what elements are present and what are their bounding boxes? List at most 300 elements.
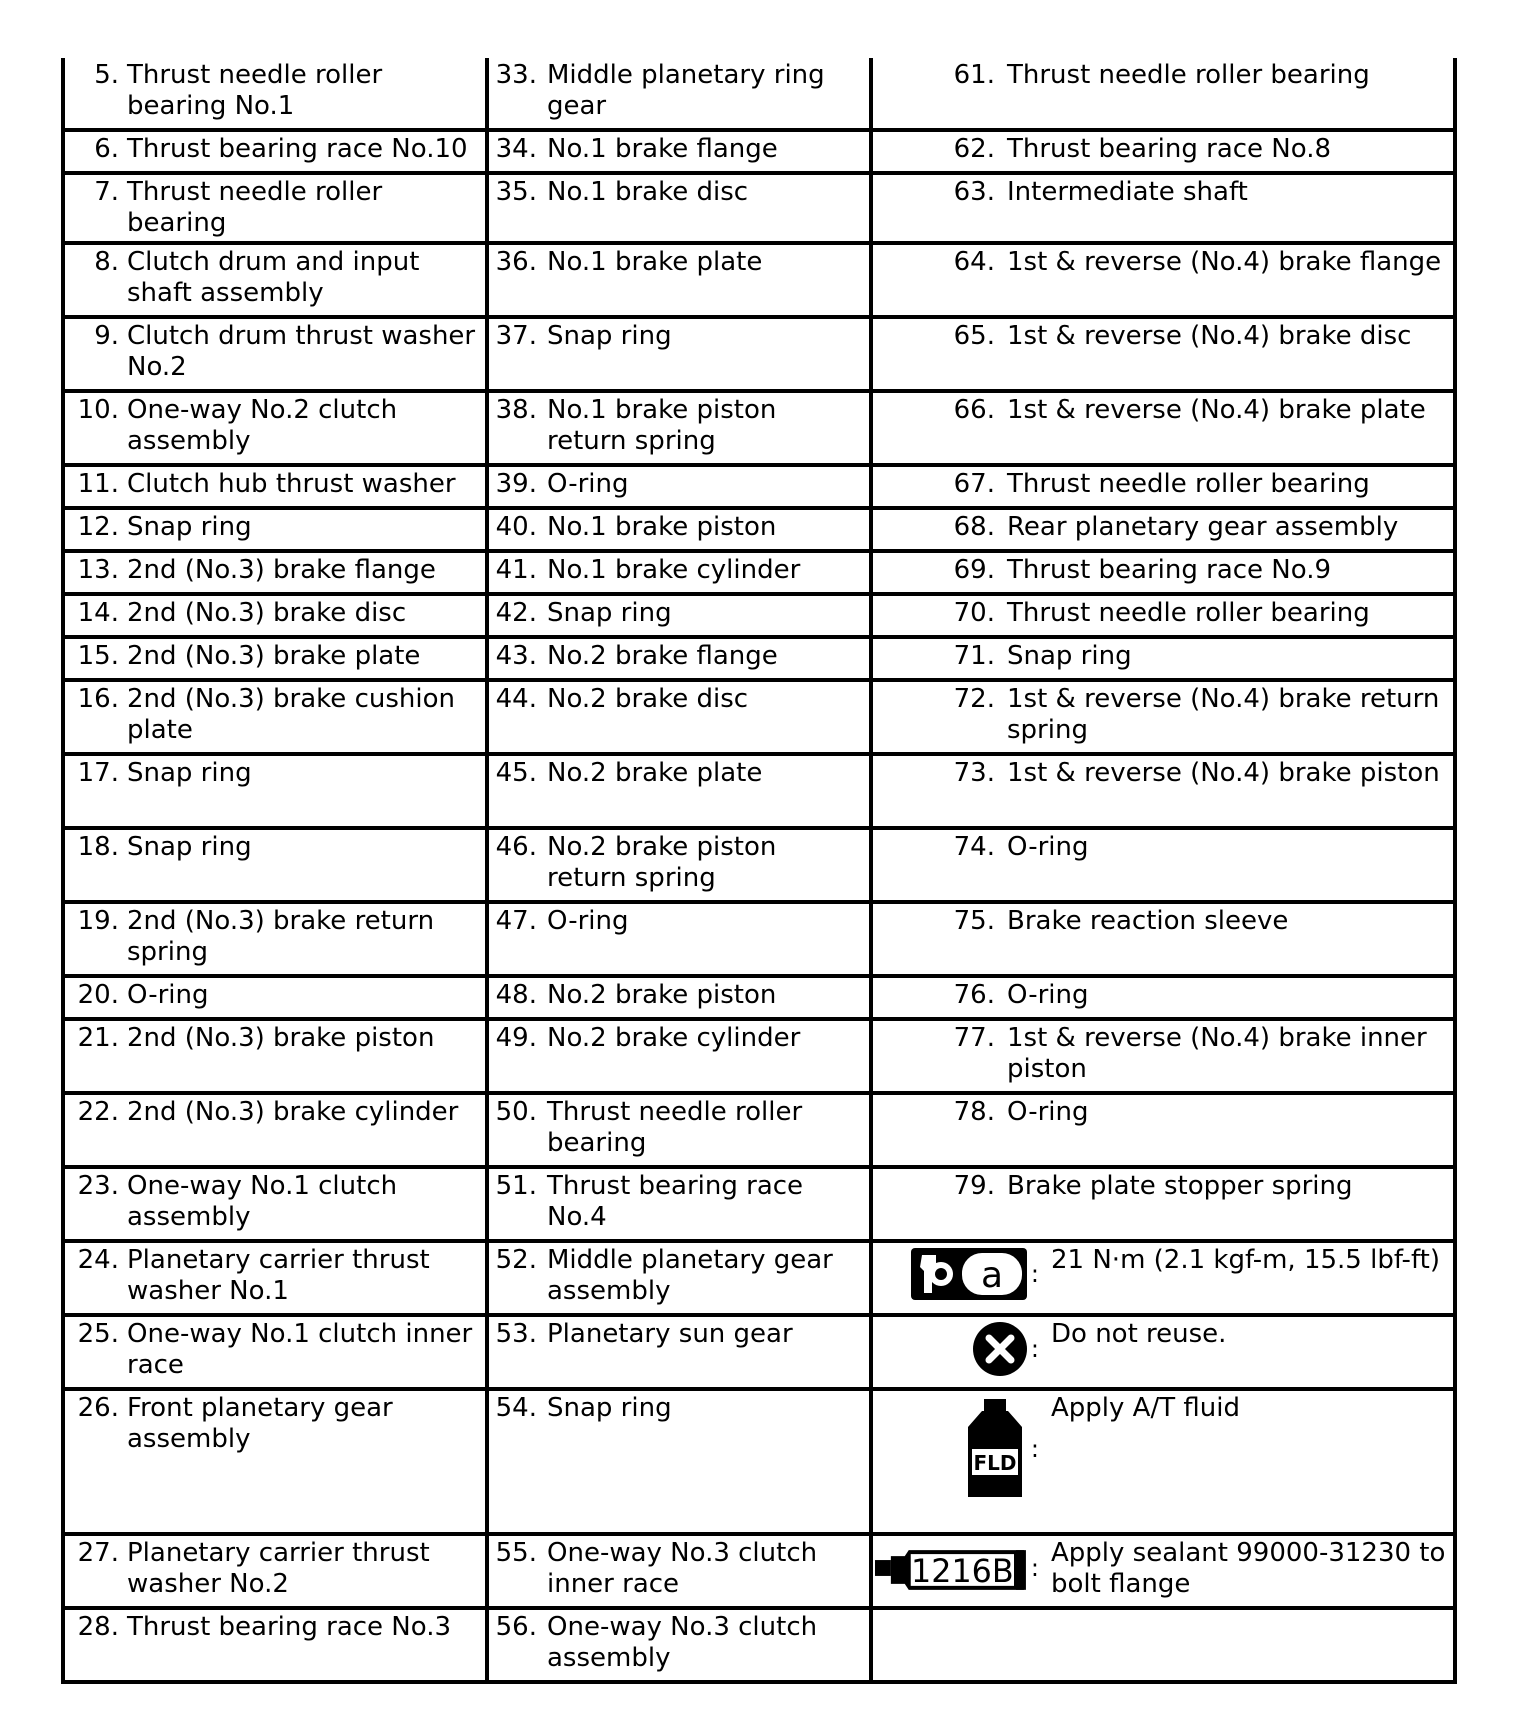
table-row [63, 1389, 1455, 1534]
table-cell [487, 465, 871, 508]
table-cell [487, 637, 871, 680]
table-cell [871, 1241, 1455, 1315]
item-label: Snap ring [127, 512, 252, 542]
item-number: 42. [495, 598, 537, 628]
item-label: Rear planetary gear assembly [1007, 512, 1399, 542]
list-item [65, 58, 485, 124]
item-number: 78. [953, 1097, 995, 1127]
table-cell [871, 1315, 1455, 1389]
list-item [489, 245, 869, 280]
item-label: 2nd (No.3) brake plate [127, 641, 421, 671]
table-cell [871, 680, 1455, 754]
item-number: 7. [94, 177, 119, 207]
list-item [65, 904, 485, 970]
table-cell [63, 1167, 487, 1241]
item-label: 2nd (No.3) brake piston [127, 1023, 435, 1053]
table-cell [487, 1019, 871, 1093]
table-cell [487, 243, 871, 317]
table-cell [63, 1019, 487, 1093]
list-item [873, 132, 1453, 167]
item-label: Front planetary gear assembly [127, 1393, 393, 1454]
symbol-icon-wrapper [873, 1243, 1039, 1301]
item-label: 2nd (No.3) brake cylinder [127, 1097, 459, 1127]
table-cell [487, 1241, 871, 1315]
item-number: 5. [94, 60, 119, 90]
item-number: 68. [953, 512, 995, 542]
list-item [873, 904, 1453, 939]
list-item [873, 830, 1453, 865]
table-cell [487, 508, 871, 551]
parts-list-body [63, 58, 1455, 1682]
item-label: Clutch drum and input shaft assembly [127, 247, 420, 308]
colon-separator: : [1030, 1259, 1039, 1288]
table-cell [871, 637, 1455, 680]
item-number: 52. [495, 1245, 537, 1275]
item-label: No.1 brake piston [547, 512, 777, 542]
table-cell [63, 508, 487, 551]
item-number: 6. [94, 134, 119, 164]
table-row [63, 130, 1455, 173]
table-cell [487, 551, 871, 594]
table-cell [487, 680, 871, 754]
table-row [63, 58, 1455, 130]
item-number: 79. [953, 1171, 995, 1201]
item-label: One-way No.3 clutch assembly [547, 1612, 818, 1673]
item-label: Thrust bearing race No.3 [127, 1612, 452, 1642]
item-label: Snap ring [127, 758, 252, 788]
list-item [65, 1610, 485, 1645]
list-item [873, 1021, 1453, 1087]
table-cell [871, 465, 1455, 508]
table-cell [63, 551, 487, 594]
item-number: 35. [495, 177, 537, 207]
item-label: Snap ring [1007, 641, 1132, 671]
item-label: Thrust needle roller bearing [1007, 598, 1370, 628]
table-cell [63, 1389, 487, 1534]
table-row [63, 317, 1455, 391]
item-label: 1st & reverse (No.4) brake plate [1007, 395, 1426, 425]
item-number: 8. [94, 247, 119, 277]
item-label: Thrust bearing race No.9 [1007, 555, 1332, 585]
list-item [489, 830, 869, 896]
list-item [489, 682, 869, 717]
item-label: O-ring [1007, 980, 1089, 1010]
item-number: 67. [953, 469, 995, 499]
list-item [489, 1169, 869, 1235]
list-item [489, 319, 869, 354]
table-row [63, 637, 1455, 680]
item-number: 19. [77, 906, 119, 936]
list-item [65, 682, 485, 748]
item-number: 14. [77, 598, 119, 628]
table-cell [487, 1093, 871, 1167]
item-label: O-ring [547, 906, 629, 936]
table-cell [63, 594, 487, 637]
list-item [489, 175, 869, 210]
list-item [873, 319, 1453, 354]
item-label: Thrust needle roller bearing [127, 177, 383, 238]
table-cell [871, 902, 1455, 976]
list-item [65, 1536, 485, 1602]
table-cell [871, 1167, 1455, 1241]
item-number: 40. [495, 512, 537, 542]
item-number: 27. [77, 1538, 119, 1568]
item-number: 36. [495, 247, 537, 277]
item-number: 51. [495, 1171, 537, 1201]
symbol-legend-item [873, 1536, 1453, 1600]
table-cell [871, 594, 1455, 637]
item-number: 50. [495, 1097, 537, 1127]
item-label: O-ring [1007, 832, 1089, 862]
table-row [63, 551, 1455, 594]
item-label: One-way No.3 clutch inner race [547, 1538, 818, 1599]
item-number: 62. [953, 134, 995, 164]
item-label: Planetary carrier thrust washer No.2 [127, 1538, 430, 1599]
item-label: No.2 brake piston return spring [547, 832, 777, 893]
item-label: No.1 brake disc [547, 177, 749, 207]
item-label: One-way No.1 clutch inner race [127, 1319, 473, 1380]
item-number: 20. [77, 980, 119, 1010]
item-number: 44. [495, 684, 537, 714]
item-number: 24. [77, 1245, 119, 1275]
item-label: No.1 brake flange [547, 134, 778, 164]
list-item [873, 393, 1453, 428]
list-item [873, 596, 1453, 631]
table-cell [871, 1534, 1455, 1608]
list-item [873, 756, 1453, 791]
item-number: 46. [495, 832, 537, 862]
item-number: 41. [495, 555, 537, 585]
table-cell [63, 391, 487, 465]
table-cell-empty [871, 1608, 1455, 1682]
item-number: 65. [953, 321, 995, 351]
table-row [63, 1241, 1455, 1315]
item-number: 10. [77, 395, 119, 425]
item-number: 15. [77, 641, 119, 671]
symbol-icon-wrapper [873, 1317, 1039, 1377]
list-item [65, 1169, 485, 1235]
sealant-tube-icon [873, 1540, 1028, 1596]
list-item [65, 1391, 485, 1457]
table-row [63, 902, 1455, 976]
item-number: 71. [953, 641, 995, 671]
list-item [873, 553, 1453, 588]
colon-separator: : [1030, 1553, 1039, 1582]
item-label: Thrust bearing race No.10 [127, 134, 468, 164]
item-label: Brake reaction sleeve [1007, 906, 1289, 936]
list-item [873, 682, 1453, 748]
table-row [63, 173, 1455, 243]
table-cell [487, 902, 871, 976]
list-item [65, 830, 485, 865]
item-label: Clutch drum thrust washer No.2 [127, 321, 476, 382]
table-cell [63, 317, 487, 391]
table-cell [487, 1167, 871, 1241]
table-cell [487, 976, 871, 1019]
symbol-description: 21 N·m (2.1 kgf-m, 15.5 lbf-ft) [1051, 1245, 1440, 1275]
list-item [873, 639, 1453, 674]
symbol-icon-wrapper [873, 1536, 1039, 1596]
list-item [489, 132, 869, 167]
item-number: 11. [77, 469, 119, 499]
table-cell [871, 1389, 1455, 1534]
symbol-description: Do not reuse. [1051, 1319, 1227, 1349]
table-cell [487, 828, 871, 902]
item-label: Thrust bearing race No.8 [1007, 134, 1332, 164]
list-item [489, 978, 869, 1013]
table-row [63, 465, 1455, 508]
item-label: Middle planetary ring gear [547, 60, 825, 121]
item-label: No.2 brake flange [547, 641, 778, 671]
item-label: Brake plate stopper spring [1007, 1171, 1353, 1201]
list-item [65, 319, 485, 385]
item-label: No.2 brake disc [547, 684, 749, 714]
table-cell [487, 754, 871, 828]
table-cell [487, 1608, 871, 1682]
item-label: O-ring [127, 980, 209, 1010]
item-number: 76. [953, 980, 995, 1010]
table-cell [63, 243, 487, 317]
item-number: 21. [77, 1023, 119, 1053]
list-item [489, 1095, 869, 1161]
list-item [489, 904, 869, 939]
list-item [489, 1317, 869, 1352]
symbol-legend-item [873, 1391, 1453, 1501]
item-number: 39. [495, 469, 537, 499]
list-item [65, 1317, 485, 1383]
item-label: 1st & reverse (No.4) brake disc [1007, 321, 1412, 351]
list-item [489, 756, 869, 791]
list-item [65, 245, 485, 311]
table-cell [63, 1241, 487, 1315]
item-label: No.1 brake cylinder [547, 555, 801, 585]
item-number: 38. [495, 395, 537, 425]
item-label: Thrust needle roller bearing No.1 [127, 60, 383, 121]
table-cell [487, 130, 871, 173]
table-cell [871, 243, 1455, 317]
table-cell [487, 391, 871, 465]
item-number: 26. [77, 1393, 119, 1423]
item-label: One-way No.2 clutch assembly [127, 395, 398, 456]
item-number: 12. [77, 512, 119, 542]
do-not-reuse-icon [972, 1321, 1028, 1377]
table-cell [63, 1608, 487, 1682]
symbol-legend-item [873, 1317, 1453, 1377]
list-item [65, 978, 485, 1013]
torque-wrench-icon [910, 1247, 1028, 1301]
item-number: 23. [77, 1171, 119, 1201]
table-cell [871, 1093, 1455, 1167]
list-item [489, 1243, 869, 1309]
table-cell [871, 317, 1455, 391]
list-item [65, 132, 485, 167]
table-cell [63, 1534, 487, 1608]
list-item [873, 175, 1453, 210]
item-number: 53. [495, 1319, 537, 1349]
table-row [63, 828, 1455, 902]
list-item [65, 1021, 485, 1056]
svg-text:a: a [980, 1255, 1003, 1296]
item-label: O-ring [1007, 1097, 1089, 1127]
item-label: No.2 brake cylinder [547, 1023, 801, 1053]
list-item [873, 1095, 1453, 1130]
symbol-legend-item [873, 1243, 1453, 1301]
list-item [489, 510, 869, 545]
item-number: 18. [77, 832, 119, 862]
item-label: 1st & reverse (No.4) brake inner piston [1007, 1023, 1427, 1084]
item-label: 2nd (No.3) brake flange [127, 555, 436, 585]
item-label: Thrust bearing race No.4 [547, 1171, 804, 1232]
table-row [63, 1608, 1455, 1682]
symbol-icon-wrapper [873, 1391, 1039, 1501]
item-label: Snap ring [547, 598, 672, 628]
item-number: 9. [94, 321, 119, 351]
item-label: Snap ring [127, 832, 252, 862]
item-label: Snap ring [547, 1393, 672, 1423]
item-label: 2nd (No.3) brake disc [127, 598, 407, 628]
item-number: 34. [495, 134, 537, 164]
list-item [489, 1021, 869, 1056]
table-row [63, 680, 1455, 754]
list-item [65, 639, 485, 674]
item-label: Thrust needle roller bearing [1007, 469, 1370, 499]
fluid-bottle-icon [962, 1397, 1028, 1501]
table-row [63, 1534, 1455, 1608]
table-row [63, 508, 1455, 551]
item-number: 17. [77, 758, 119, 788]
list-item [873, 1169, 1453, 1204]
table-cell [63, 637, 487, 680]
item-number: 70. [953, 598, 995, 628]
item-label: Thrust needle roller bearing [1007, 60, 1370, 90]
list-item [873, 510, 1453, 545]
table-cell [487, 1389, 871, 1534]
item-label: O-ring [547, 469, 629, 499]
item-number: 66. [953, 395, 995, 425]
table-cell [63, 1093, 487, 1167]
item-label: No.2 brake piston [547, 980, 777, 1010]
table-cell [63, 680, 487, 754]
colon-separator: : [1030, 1434, 1039, 1463]
table-cell [871, 754, 1455, 828]
table-cell [487, 317, 871, 391]
list-item [489, 639, 869, 674]
table-row [63, 754, 1455, 828]
list-item [873, 58, 1453, 93]
list-item [489, 596, 869, 631]
list-item [65, 510, 485, 545]
table-cell [63, 58, 487, 130]
item-label: Thrust needle roller bearing [547, 1097, 803, 1158]
item-number: 69. [953, 555, 995, 585]
item-number: 55. [495, 1538, 537, 1568]
item-number: 48. [495, 980, 537, 1010]
table-cell [63, 130, 487, 173]
item-label: 2nd (No.3) brake return spring [127, 906, 435, 967]
item-number: 37. [495, 321, 537, 351]
table-cell [487, 594, 871, 637]
list-item [65, 1095, 485, 1130]
item-label: 2nd (No.3) brake cushion plate [127, 684, 455, 745]
item-number: 28. [77, 1612, 119, 1642]
item-number: 61. [953, 60, 995, 90]
item-label: No.2 brake plate [547, 758, 763, 788]
item-number: 22. [77, 1097, 119, 1127]
list-item [489, 467, 869, 502]
item-number: 63. [953, 177, 995, 207]
table-cell [487, 1315, 871, 1389]
table-cell [871, 391, 1455, 465]
item-label: 1st & reverse (No.4) brake flange [1007, 247, 1442, 277]
item-number: 45. [495, 758, 537, 788]
item-label: No.1 brake piston return spring [547, 395, 777, 456]
item-number: 54. [495, 1393, 537, 1423]
item-number: 25. [77, 1319, 119, 1349]
table-cell [63, 465, 487, 508]
item-label: 1st & reverse (No.4) brake return spring [1007, 684, 1440, 745]
item-number: 47. [495, 906, 537, 936]
item-label: 1st & reverse (No.4) brake piston [1007, 758, 1440, 788]
table-cell [63, 173, 487, 243]
item-label: Planetary sun gear [547, 1319, 793, 1349]
table-cell [63, 976, 487, 1019]
item-number: 43. [495, 641, 537, 671]
list-item [873, 245, 1453, 280]
list-item [65, 553, 485, 588]
table-cell [487, 1534, 871, 1608]
item-number: 73. [953, 758, 995, 788]
item-label: Intermediate shaft [1007, 177, 1248, 207]
table-row [63, 1315, 1455, 1389]
table-cell [63, 902, 487, 976]
item-number: 13. [77, 555, 119, 585]
item-number: 72. [953, 684, 995, 714]
list-item [873, 467, 1453, 502]
table-cell [871, 508, 1455, 551]
item-label: Snap ring [547, 321, 672, 351]
item-label: Planetary carrier thrust washer No.1 [127, 1245, 430, 1306]
table-cell [871, 976, 1455, 1019]
list-item [873, 978, 1453, 1013]
list-item [65, 393, 485, 459]
list-item [489, 1610, 869, 1676]
item-number: 56. [495, 1612, 537, 1642]
table-cell [871, 58, 1455, 130]
item-label: No.1 brake plate [547, 247, 763, 277]
table-row [63, 1093, 1455, 1167]
symbol-description: Apply sealant 99000-31230 to bolt flange [1051, 1538, 1446, 1599]
list-item [65, 175, 485, 241]
table-cell [871, 551, 1455, 594]
table-row [63, 1167, 1455, 1241]
list-item [489, 553, 869, 588]
list-item [489, 393, 869, 459]
item-label: Middle planetary gear assembly [547, 1245, 833, 1306]
table-row [63, 976, 1455, 1019]
list-item [489, 1536, 869, 1602]
item-number: 75. [953, 906, 995, 936]
item-number: 33. [495, 60, 537, 90]
table-cell [871, 1019, 1455, 1093]
list-item [489, 1391, 869, 1426]
table-row [63, 243, 1455, 317]
table-cell [871, 130, 1455, 173]
table-row [63, 594, 1455, 637]
item-label: One-way No.1 clutch assembly [127, 1171, 398, 1232]
table-cell [63, 828, 487, 902]
svg-text:FLD: FLD [973, 1451, 1017, 1475]
list-item [489, 58, 869, 124]
